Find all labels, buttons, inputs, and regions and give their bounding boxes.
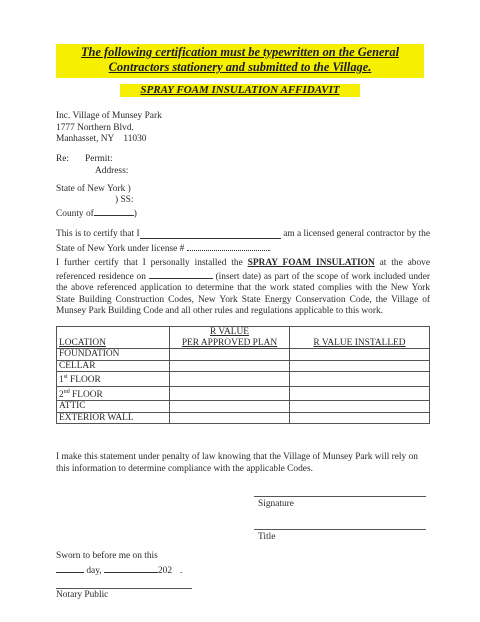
notary-signature-line[interactable] <box>56 588 192 589</box>
title-label: Title <box>258 532 276 542</box>
ordinal-suffix: nd <box>63 388 70 395</box>
venue-county <box>56 206 137 221</box>
approved-value-cell[interactable] <box>170 401 290 413</box>
installed-value-cell[interactable] <box>290 401 430 413</box>
location-cell: FOUNDATION <box>57 349 170 361</box>
address-label: Address: <box>95 165 129 176</box>
venue-ss: ) SS: <box>115 195 134 205</box>
table-row <box>57 349 430 361</box>
day-blank <box>56 563 84 573</box>
installed-value-cell[interactable] <box>290 412 430 424</box>
table-row <box>57 412 430 424</box>
title-line[interactable] <box>254 529 426 530</box>
table-row <box>57 386 430 401</box>
further-text-3: (insert date) as part of the scope of work included under the above referenced application to determine that the work stated complies with the New York State Building Construction Codes, New York State Energy Conservation Code, the Village of Munsey Park Building Code and all other rules and regulations applicable to this work. <box>56 272 431 316</box>
table-row <box>57 372 430 387</box>
install-date-blank <box>149 269 213 279</box>
certify-text-1: This is to certify that I <box>56 229 140 239</box>
location-cell: EXTERIOR WALL <box>57 412 170 424</box>
month-blank <box>104 563 158 573</box>
column-header-approved <box>170 327 290 349</box>
address-line-1: Inc. Village of Munsey Park <box>56 111 162 121</box>
location-cell: ATTIC <box>57 401 170 413</box>
location-cell: 1st FLOOR <box>57 372 170 387</box>
r-value-table <box>56 326 430 424</box>
re-fields <box>85 154 128 177</box>
notary-label: Notary Public <box>56 590 109 600</box>
approved-value-cell[interactable] <box>170 412 290 424</box>
contractor-name-blank <box>140 229 282 239</box>
sworn-year: 202 <box>157 565 173 576</box>
approved-value-cell[interactable] <box>170 360 290 372</box>
header-line-2: Contractors stationery and submitted to the Village. <box>108 60 372 74</box>
re-label: Re: <box>56 154 70 164</box>
address-line-3: Manhasset, NY 11030 <box>56 134 147 144</box>
approved-header-line-1: R VALUE <box>210 327 249 337</box>
penalty-statement: I make this statement under penalty of law knowing that the Village of Munsey Park will rely on this information to determine compliance with the applicable Codes. <box>56 452 418 474</box>
certify-text-2: am a licensed general contractor by the <box>283 229 430 239</box>
header-line-1: The following certification must be typewritten on the General <box>80 45 400 59</box>
venue-state: State of New York ) <box>56 184 131 194</box>
sworn-period: . <box>180 565 183 576</box>
ordinal-suffix: st <box>63 374 68 380</box>
column-header-location: LOCATION <box>57 327 170 349</box>
county-blank <box>94 206 134 216</box>
table-header-row <box>57 327 430 349</box>
further-certify-paragraph <box>56 258 430 317</box>
certify-text-3: State of New York under license # <box>56 243 185 254</box>
permit-label: Permit: <box>85 154 113 164</box>
further-text-2: at the above referenced residence on <box>56 258 431 283</box>
approved-value-cell[interactable] <box>170 386 290 401</box>
approved-value-cell[interactable] <box>170 372 290 387</box>
certification-instruction-header <box>56 44 424 78</box>
village-address <box>56 111 162 146</box>
county-suffix: ) <box>133 209 137 219</box>
location-cell: CELLAR <box>57 360 170 372</box>
sworn-day: day, <box>86 565 102 576</box>
table-row <box>57 401 430 413</box>
further-text-1: I further certify that I personally installed the <box>56 258 243 268</box>
certify-paragraph <box>56 229 430 255</box>
signature-label: Signature <box>258 499 294 509</box>
location-cell: 2nd FLOOR <box>57 386 170 401</box>
installed-value-cell[interactable] <box>290 372 430 387</box>
installed-value-cell[interactable] <box>290 386 430 401</box>
approved-header-line-2: PER APPROVED PLAN <box>181 337 278 348</box>
license-number-blank <box>187 241 269 251</box>
address-line-2: 1777 Northern Blvd. <box>56 122 134 133</box>
certify-text-4: . <box>268 243 272 254</box>
table-row <box>57 360 430 372</box>
county-prefix: County of <box>56 209 94 219</box>
column-header-installed: R VALUE INSTALLED <box>290 327 430 349</box>
installed-value-cell[interactable] <box>290 349 430 361</box>
affidavit-title: SPRAY FOAM INSULATION AFFIDAVIT <box>120 84 360 97</box>
sworn-block <box>56 551 182 577</box>
approved-value-cell[interactable] <box>170 349 290 361</box>
further-emphasis: SPRAY FOAM INSULATION <box>247 258 375 268</box>
signature-line[interactable] <box>254 496 426 497</box>
installed-value-cell[interactable] <box>290 360 430 372</box>
sworn-line-1: Sworn to before me on this <box>56 551 158 561</box>
sworn-line-2 <box>56 563 182 578</box>
